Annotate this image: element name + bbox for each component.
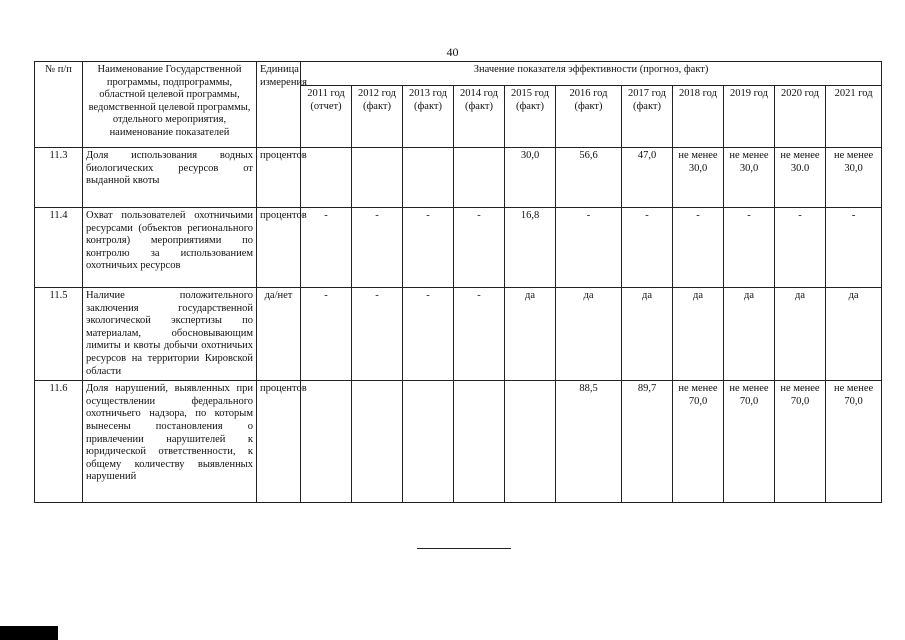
indicator-value: - bbox=[622, 208, 673, 288]
indicator-value: - bbox=[352, 288, 403, 381]
indicator-value: да bbox=[556, 288, 622, 381]
indicator-value: да bbox=[775, 288, 826, 381]
indicator-unit: процентов bbox=[257, 208, 301, 288]
indicator-value: - bbox=[556, 208, 622, 288]
indicator-value: 16,8 bbox=[505, 208, 556, 288]
header-year-note: (факт) bbox=[632, 100, 661, 112]
header-year bbox=[505, 86, 556, 148]
indicator-value: - bbox=[403, 208, 454, 288]
header-year-note: (отчет) bbox=[310, 100, 342, 112]
indicator-value: не менее 70,0 bbox=[826, 381, 882, 503]
indicator-value bbox=[505, 381, 556, 503]
table-row bbox=[35, 148, 882, 208]
indicator-value: не менее 70,0 bbox=[775, 381, 826, 503]
header-year-label: 2014 год bbox=[460, 88, 498, 99]
bottom-separator-line bbox=[417, 548, 511, 549]
indicator-value: - bbox=[724, 208, 775, 288]
header-year-note: (факт) bbox=[413, 100, 442, 112]
indicator-value: да bbox=[505, 288, 556, 381]
indicator-value bbox=[352, 148, 403, 208]
header-year-label: 2011 год bbox=[307, 88, 345, 99]
header-num: № п/п bbox=[35, 62, 83, 148]
indicator-value: да bbox=[724, 288, 775, 381]
indicator-value: - bbox=[403, 288, 454, 381]
indicator-name: Охват пользователей охотничьими ресурсами (объектов регионального контроля) мероприятиями по контролю за использованием охотничьих ресурсов bbox=[83, 208, 257, 288]
efficiency-indicators-table bbox=[34, 61, 882, 503]
indicator-value: 56,6 bbox=[556, 148, 622, 208]
indicator-value: - bbox=[352, 208, 403, 288]
header-year-note: (факт) bbox=[515, 100, 544, 112]
indicator-name: Доля использования водных биологических ресурсов от выданной квоты bbox=[83, 148, 257, 208]
indicator-value: да bbox=[673, 288, 724, 381]
header-unit: Единица измерения bbox=[257, 62, 301, 148]
header-year bbox=[454, 86, 505, 148]
indicator-value: не менее 30,0 bbox=[673, 148, 724, 208]
indicator-value bbox=[454, 148, 505, 208]
header-year-label: 2021 год bbox=[834, 88, 873, 99]
row-number: 11.4 bbox=[35, 208, 83, 288]
header-year bbox=[352, 86, 403, 148]
indicator-unit: процентов bbox=[257, 381, 301, 503]
header-year-label: 2013 год bbox=[409, 88, 447, 99]
header-year bbox=[622, 86, 673, 148]
header-year-label: 2018 год bbox=[679, 88, 717, 99]
indicator-value: не менее 30,0 bbox=[724, 148, 775, 208]
indicator-value: не менее 70,0 bbox=[673, 381, 724, 503]
header-year bbox=[826, 86, 882, 148]
page-number: 40 bbox=[446, 45, 459, 59]
indicator-name: Наличие положительного заключения государственной экологической экспертизы по материалам, обосновывающим лимиты и квоты добычи охотничьих ресурсов на территории Кировской области bbox=[83, 288, 257, 381]
header-year bbox=[556, 86, 622, 148]
header-year-note: (факт) bbox=[362, 100, 391, 112]
indicator-value: - bbox=[301, 208, 352, 288]
table-row bbox=[35, 288, 882, 381]
header-year-label: 2015 год bbox=[511, 88, 549, 99]
indicator-value: - bbox=[454, 288, 505, 381]
indicator-value bbox=[403, 381, 454, 503]
indicator-value: - bbox=[454, 208, 505, 288]
indicator-value: да bbox=[826, 288, 882, 381]
header-name: Наименование Государственной программы, подпрограммы, областной целевой программы, ведомственной целевой программы, отдельного мероприятия, наименование показателей bbox=[83, 62, 257, 148]
header-year bbox=[724, 86, 775, 148]
indicator-value: 47,0 bbox=[622, 148, 673, 208]
scan-black-mark bbox=[0, 626, 58, 640]
indicator-unit: процентов bbox=[257, 148, 301, 208]
header-year bbox=[775, 86, 826, 148]
header-year bbox=[673, 86, 724, 148]
indicator-value: 88,5 bbox=[556, 381, 622, 503]
header-year-label: 2017 год bbox=[628, 88, 666, 99]
header-year-label: 2020 год bbox=[781, 88, 819, 99]
header-year bbox=[403, 86, 454, 148]
header-value-group: Значение показателя эффективности (прогноз, факт) bbox=[301, 62, 882, 86]
header-year-label: 2016 год bbox=[569, 88, 608, 99]
indicator-value: 30,0 bbox=[505, 148, 556, 208]
row-number: 11.3 bbox=[35, 148, 83, 208]
header-year bbox=[301, 86, 352, 148]
indicator-value: не менее 30,0 bbox=[826, 148, 882, 208]
header-year-label: 2012 год bbox=[358, 88, 396, 99]
row-number: 11.5 bbox=[35, 288, 83, 381]
row-number: 11.6 bbox=[35, 381, 83, 503]
header-year-label: 2019 год bbox=[730, 88, 768, 99]
indicator-value: 89,7 bbox=[622, 381, 673, 503]
indicator-name: Доля нарушений, выявленных при осуществлении федерального охотничьего надзора, по которым вынесены постановления о привлечении нарушителей к юридической ответственности, к общему количеству выявленных нарушений bbox=[83, 381, 257, 503]
indicator-value bbox=[301, 381, 352, 503]
indicator-value: - bbox=[673, 208, 724, 288]
indicator-unit: да/нет bbox=[257, 288, 301, 381]
indicator-value: не менее 30.0 bbox=[775, 148, 826, 208]
indicator-value: не менее 70,0 bbox=[724, 381, 775, 503]
table-row bbox=[35, 208, 882, 288]
header-year-note: (факт) bbox=[574, 100, 603, 112]
indicator-value: - bbox=[301, 288, 352, 381]
indicator-value bbox=[301, 148, 352, 208]
indicator-value: - bbox=[826, 208, 882, 288]
table-row bbox=[35, 381, 882, 503]
indicator-value bbox=[403, 148, 454, 208]
indicator-value bbox=[454, 381, 505, 503]
indicator-value: - bbox=[775, 208, 826, 288]
indicator-value: да bbox=[622, 288, 673, 381]
header-year-note: (факт) bbox=[464, 100, 493, 112]
indicator-value bbox=[352, 381, 403, 503]
